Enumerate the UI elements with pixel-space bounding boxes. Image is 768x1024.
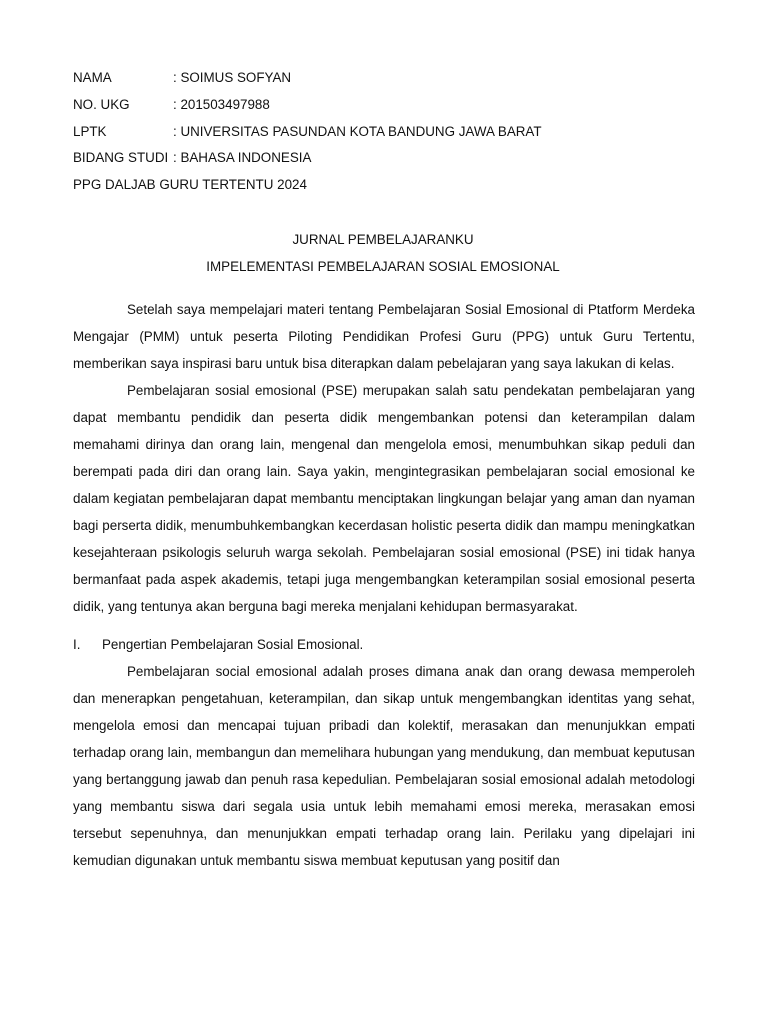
bidang-studi-row — [73, 148, 693, 175]
section-paragraph: Pembelajaran social emosional adalah proses dimana anak dan orang dewasa memperoleh dan menerapkan pengetahuan, keterampilan, dan sikap untuk mengembangkan identitas yang sehat, mengelola emosi dan mencapai tujuan pribadi dan kolektif, merasakan dan menunjukkan empati terhadap orang lain, membangun dan memelihara hubungan yang mendukung, dan membuat keputusan yang bertanggung jawab dan penuh rasa kepedulian. Pembelajaran sosial emosional adalah metodologi yang membantu siswa dari segala usia untuk lebih memahami emosi mereka, merasakan emosi tersebut sepenuhnya, dan menunjukkan empati terhadap orang lain. Perilaku yang dipelajari ini kemudian digunakan untuk membantu siswa membuat keputusan yang positif dan — [73, 664, 695, 868]
document-subtitle: IMPELEMENTASI PEMBELAJARAN SOSIAL EMOSIONAL — [206, 259, 560, 274]
intro-paragraph: Setelah saya mempelajari materi tentang Pembelajaran Sosial Emosional di Ptatform Merdeka Mengajar (PMM) untuk peserta Piloting Pendidikan Profesi Guru (PPG) untuk Guru Tertentu, memberikan saya inspirasi baru untuk bisa diterapkan dalam pebelajaran yang saya lakukan di kelas. — [73, 302, 695, 371]
ukg-value: : 201503497988 — [173, 96, 270, 112]
ukg-row — [73, 95, 693, 122]
section-heading — [73, 631, 695, 658]
bidang-studi-label: BIDANG STUDI — [73, 150, 169, 166]
document-title: JURNAL PEMBELAJARANKU — [292, 232, 474, 247]
section-number: I. — [73, 637, 81, 652]
section-title: Pengertian Pembelajaran Sosial Emosional. — [102, 637, 364, 652]
program-line: PPG DALJAB GURU TERTENTU 2024 — [73, 177, 307, 193]
nama-row — [73, 68, 693, 95]
nama-label: NAMA — [73, 70, 112, 85]
title-block — [73, 230, 693, 284]
lptk-label: LPTK — [73, 123, 107, 139]
lptk-value: : UNIVERSITAS PASUNDAN KOTA BANDUNG JAWA BARAT — [173, 123, 542, 139]
nama-value: : SOIMUS SOFYAN — [173, 70, 292, 85]
lptk-row — [73, 122, 693, 149]
bidang-studi-value: : BAHASA INDONESIA — [173, 150, 312, 166]
ukg-label: NO. UKG — [73, 96, 130, 112]
identity-block — [73, 68, 693, 202]
body-text — [73, 296, 695, 874]
pse-paragraph: Pembelajaran sosial emosional (PSE) merupakan salah satu pendekatan pembelajaran yang dapat membantu pendidik dan peserta didik mengembankan potensi dan keterampilan dalam memahami dirinya dan orang lain, mengenal dan mengelola emosi, menumbuhkan sikap peduli dan berempati pada diri dan orang lain. Saya yakin, mengintegrasikan pembelajaran social emosional ke dalam kegiatan pembelajaran dapat membantu menciptakan lingkungan belajar yang aman dan nyaman bagi perserta didik, menumbuhkembangkan kecerdasan holistic peserta didik dan mampu meningkatkan kesejahteraan psikologis seluruh warga sekolah. Pembelajaran sosial emosional (PSE) ini tidak hanya bermanfaat pada aspek akademis, tetapi juga mengembangkan keterampilan sosial emosional peserta didik, yang tentunya akan berguna bagi mereka menjalani kehidupan bermasyarakat. — [73, 383, 695, 614]
